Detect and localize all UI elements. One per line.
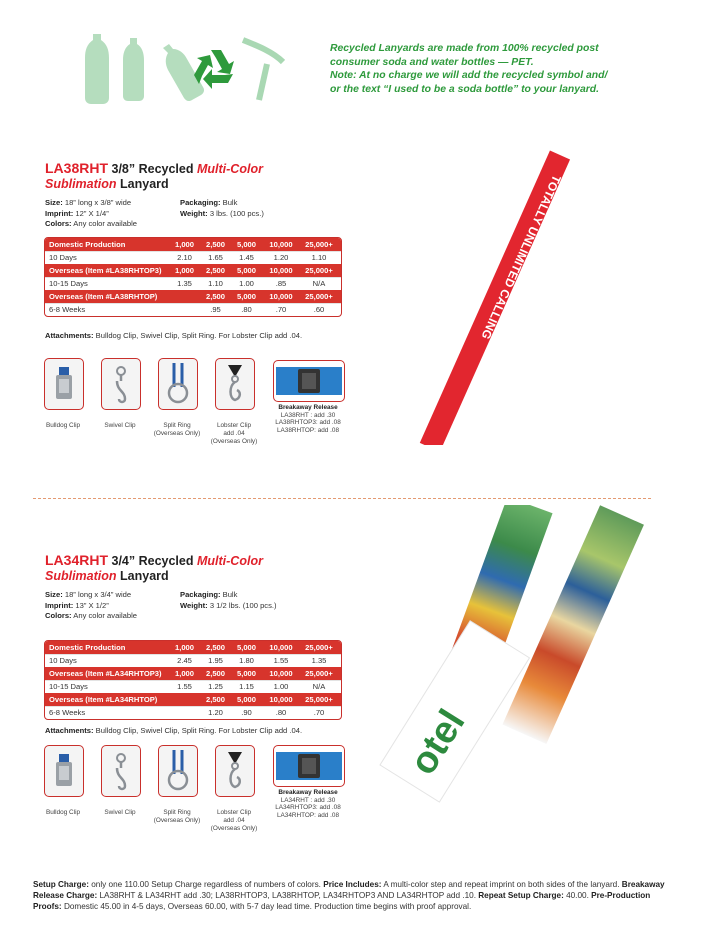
clip-label (92, 422, 148, 430)
clip-label (149, 809, 205, 825)
price-cell: 1,000 (174, 668, 194, 678)
title-part: Multi-Color (196, 554, 263, 568)
price-row-label: Overseas (Item #LA38RHTOP3) (49, 265, 162, 275)
clip-label-line: (Overseas Only) (153, 817, 201, 824)
clip-label-line: (Overseas Only) (210, 438, 258, 445)
clip-image (215, 358, 255, 410)
spec-label: Weight: (180, 600, 208, 610)
footer-label: Breakaway Release Charge: (33, 880, 665, 900)
price-cell: .80 (275, 708, 287, 718)
price-cell: 1.00 (273, 682, 289, 692)
title-part: Multi-Color (196, 162, 263, 176)
price-cell: 1.35 (177, 279, 192, 289)
price-row-label: Overseas (Item #LA34RHTOP3) (49, 668, 162, 678)
price-row (45, 654, 341, 668)
breakaway-title: Breakaway Release (278, 404, 338, 411)
lobster-clip-icon (216, 746, 254, 796)
footer-value: A multi-color step and repeat imprint on both sides of the lanyard. (383, 880, 620, 889)
split-ring-clip-icon (159, 746, 197, 796)
spec-value: 18” long x 3/8” wide (64, 198, 132, 207)
price-row (45, 277, 341, 291)
price-cell: 10,000 (269, 642, 293, 652)
price-row-label: Domestic Production (49, 239, 126, 249)
spec-value: Any color available (73, 611, 138, 620)
product-specs-right (180, 198, 264, 219)
price-cell: 5,000 (236, 265, 256, 275)
price-header-row (45, 693, 341, 706)
footer-value: Domestic 45.00 in 4-5 days, Overseas 60.00, with 5-7 day lead time. Production time begins with proof approval. (63, 902, 472, 911)
footer-label: Repeat Setup Charge: (478, 891, 564, 900)
price-cell: 10,000 (269, 239, 293, 249)
attachments-text (45, 726, 302, 735)
price-row (45, 303, 341, 317)
spec-value: 12” X 1/4” (75, 208, 109, 218)
price-row-label: 10 Days (49, 656, 77, 666)
price-cell: 1.55 (273, 656, 289, 666)
clip-label (35, 422, 91, 430)
price-cell: 5,000 (236, 668, 256, 678)
price-cell: 1.00 (239, 279, 254, 289)
clip-image (44, 745, 84, 797)
spec-label: Weight: (180, 208, 208, 218)
clip-label-line: Split Ring (163, 809, 191, 816)
product-specs (45, 198, 137, 230)
recycled-intro-text (330, 42, 710, 96)
price-header-row (45, 264, 341, 277)
price-row-label: 10-15 Days (49, 682, 88, 692)
footer-notes (33, 879, 668, 912)
price-cell: 25,000+ (305, 694, 333, 704)
price-header-row (45, 290, 341, 303)
price-cell: 10,000 (269, 694, 293, 704)
clip-label (92, 809, 148, 817)
price-cell: 1,000 (174, 642, 194, 652)
intro-line: Note: At no charge we will add the recycled symbol and/ (330, 70, 608, 81)
spec-value: Bulk (222, 590, 238, 599)
clip-option-swivel (101, 745, 148, 817)
price-cell: N/A (312, 682, 326, 692)
spec-value: 18” long x 3/4” wide (64, 590, 132, 599)
title-part: Sublimation (45, 569, 117, 583)
price-row-label: Overseas (Item #LA34RHTOP) (49, 694, 158, 704)
price-cell: 1.20 (208, 708, 223, 718)
product-specs (45, 590, 137, 622)
price-cell: 2,500 (205, 291, 225, 301)
price-row-label: 6-8 Weeks (49, 708, 86, 718)
price-row-label: 10-15 Days (49, 279, 88, 289)
product-title-la38rht (45, 161, 263, 192)
price-cell: 1.20 (273, 253, 289, 263)
price-row (45, 680, 341, 694)
price-header-row (45, 667, 341, 680)
clip-label (35, 809, 91, 817)
clip-option-lobster (210, 745, 262, 833)
spec-label: Packaging: (180, 590, 221, 599)
price-cell: 25,000+ (305, 239, 333, 249)
price-cell: 1.10 (208, 279, 223, 289)
clip-label-line: Lobster Clip (216, 809, 252, 816)
price-row (45, 706, 341, 720)
breakaway-line: LA34RHT : add .30 (280, 796, 336, 804)
price-cell: 5,000 (236, 642, 256, 652)
breakaway-line: LA34RHTOP3: add .08 (275, 804, 341, 811)
spec-value: 3 lbs. (100 pcs.) (209, 208, 264, 218)
price-header-row (45, 641, 341, 654)
breakaway-line: LA38RHT : add .30 (280, 411, 336, 419)
price-cell: 1.10 (311, 253, 327, 263)
clip-label-line: (Overseas Only) (210, 825, 258, 832)
price-cell: 1.55 (177, 682, 192, 692)
bulldog-clip-icon (45, 359, 83, 409)
price-cell: .85 (275, 279, 287, 289)
title-part: 3/4” Recycled (111, 554, 194, 568)
attachments-text (45, 331, 302, 340)
breakaway-image (273, 360, 345, 402)
title-part: Sublimation (45, 177, 117, 191)
spec-value: Any color available (73, 219, 138, 228)
price-cell: 10,000 (269, 668, 293, 678)
bottle-icon (123, 38, 144, 101)
clip-label-line: Swivel Clip (104, 422, 136, 429)
price-cell: 25,000+ (305, 668, 333, 678)
breakaway-line: LA34RHTOP: add .08 (276, 811, 340, 819)
bulldog-clip-icon (45, 746, 83, 796)
price-cell: 5,000 (236, 694, 256, 704)
price-cell: 2.10 (177, 253, 192, 263)
price-cell: .70 (313, 708, 325, 718)
clip-image (101, 358, 141, 410)
price-cell: 25,000+ (305, 291, 333, 301)
price-cell: 2,500 (205, 694, 225, 704)
attachments-value: Bulldog Clip, Swivel Clip, Split Ring. For Lobster Clip add .04. (95, 331, 303, 340)
clip-label-line: Swivel Clip (104, 809, 136, 816)
price-table-la38rht (44, 237, 342, 317)
breakaway-line: LA38RHTOP: add .08 (276, 426, 340, 434)
footer-value: LA38RHT & LA34RHT add .30; LA38RHTOP3, LA38RHTOP, LA34RHTOP3 AND LA34RHTOP add .10. (99, 891, 476, 900)
clip-option-split-ring (153, 358, 205, 438)
price-cell: 2.45 (177, 656, 192, 666)
clip-option-split-ring (153, 745, 205, 825)
breakaway-label (262, 404, 354, 434)
price-cell: 2,500 (205, 668, 225, 678)
clip-label-line: add .04 (223, 817, 245, 824)
breakaway-title: Breakaway Release (278, 789, 338, 796)
breakaway-release-icon (274, 361, 344, 401)
price-cell: 1.80 (239, 656, 254, 666)
spec-value: Bulk (222, 198, 238, 207)
price-cell: 25,000+ (305, 642, 333, 652)
footer-value: 40.00. (566, 891, 589, 900)
spec-label: Size: (45, 198, 63, 207)
product-specs-right (180, 590, 277, 611)
spec-value: 3 1/2 lbs. (100 pcs.) (209, 600, 277, 610)
price-cell: .80 (241, 305, 252, 315)
product-code: LA34RHT (45, 552, 109, 568)
price-cell: .70 (275, 305, 287, 315)
swivel-clip-icon (102, 746, 140, 796)
footer-label: Price Includes: (323, 880, 382, 889)
price-cell: 2,500 (205, 642, 225, 652)
price-cell: .60 (313, 305, 325, 315)
price-row-label: Domestic Production (49, 642, 126, 652)
price-cell: .95 (210, 305, 221, 315)
price-cell: 1,000 (174, 265, 194, 275)
price-cell: 25,000+ (305, 265, 333, 275)
spec-label: Colors: (45, 219, 72, 228)
price-cell: 1.65 (208, 253, 223, 263)
clip-image (215, 745, 255, 797)
price-cell: 1.25 (208, 682, 223, 692)
spec-label: Imprint: (45, 600, 74, 610)
price-cell: 1.95 (208, 656, 223, 666)
spec-label: Imprint: (45, 208, 74, 218)
spec-label: Size: (45, 590, 63, 599)
price-cell: 5,000 (236, 291, 256, 301)
clip-label (149, 422, 205, 438)
intro-line: Recycled Lanyards are made from 100% recycled post (330, 43, 599, 54)
clip-image (101, 745, 141, 797)
product-title-la34rht (45, 553, 263, 584)
clip-label-line: Bulldog Clip (45, 422, 81, 429)
split-ring-clip-icon (159, 359, 197, 409)
breakaway-line: LA38RHTOP3: add .08 (275, 419, 341, 426)
price-row-label: Overseas (Item #LA38RHTOP) (49, 291, 158, 301)
price-cell: 1.45 (239, 253, 254, 263)
clip-option-swivel (101, 358, 148, 430)
clip-option-lobster (210, 358, 262, 446)
spec-label: Colors: (45, 611, 72, 620)
lobster-clip-icon (216, 359, 254, 409)
spec-label: Packaging: (180, 198, 221, 207)
price-cell: 5,000 (236, 239, 256, 249)
breakaway-release-icon (274, 746, 344, 786)
recycled-bottles-graphic (75, 28, 285, 106)
price-header-row (45, 238, 341, 251)
product-code: LA38RHT (45, 160, 109, 176)
price-cell: N/A (312, 279, 326, 289)
footer-label: Pre-Production Proofs: (33, 891, 651, 911)
footer-value: only one 110.00 Setup Charge regardless of numbers of colors. (91, 880, 321, 889)
clip-image (158, 358, 198, 410)
clip-image (44, 358, 84, 410)
title-part: Lanyard (120, 569, 169, 583)
price-cell: 10,000 (269, 265, 293, 275)
lanyard-la38rht-image (400, 150, 580, 445)
clip-image (158, 745, 198, 797)
title-part: 3/8” Recycled (111, 162, 194, 176)
clip-label-line: Bulldog Clip (45, 809, 81, 816)
price-cell: 10,000 (269, 291, 293, 301)
intro-line: or the text “I used to be a soda bottle” to your lanyard. (330, 83, 600, 95)
spec-value: 13” X 1/2” (75, 600, 109, 610)
clip-label-line: add .04 (223, 430, 245, 437)
breakaway-image (273, 745, 345, 787)
price-cell: 1.15 (239, 682, 254, 692)
title-part: Lanyard (120, 177, 169, 191)
swivel-clip-icon (102, 359, 140, 409)
section-divider (33, 498, 651, 499)
clip-label-line: Lobster Clip (216, 422, 252, 429)
price-row (45, 251, 341, 265)
price-row-label: 6-8 Weeks (49, 305, 86, 315)
lanyard-imprint-text: TOTALLY UNLIMITED CALLING (478, 172, 564, 342)
attachments-label: Attachments: (45, 726, 94, 735)
clip-option-bulldog (44, 745, 91, 817)
clip-label-line: (Overseas Only) (153, 430, 201, 437)
lanyard-la34rht-image (340, 505, 680, 865)
price-row-label: 10 Days (49, 253, 77, 263)
price-cell: .90 (241, 708, 252, 718)
bottle-icon (85, 34, 109, 104)
lanyard-strap-icon (243, 40, 283, 62)
price-cell: 2,500 (205, 239, 225, 249)
clip-label (206, 809, 262, 833)
clip-label-line: Split Ring (163, 422, 191, 429)
intro-line: consumer soda and water bottles — PET. (330, 56, 534, 68)
clip-label (206, 422, 262, 446)
lanyard-imprint-text: otel (402, 702, 474, 783)
price-table-la34rht (44, 640, 342, 720)
price-cell: 1,000 (174, 239, 194, 249)
price-cell: 2,500 (205, 265, 225, 275)
footer-label: Setup Charge: (33, 880, 89, 889)
clip-option-bulldog (44, 358, 91, 430)
price-cell: 1.35 (311, 656, 327, 666)
attachments-label: Attachments: (45, 331, 94, 340)
attachments-value: Bulldog Clip, Swivel Clip, Split Ring. For Lobster Clip add .04. (95, 726, 303, 735)
